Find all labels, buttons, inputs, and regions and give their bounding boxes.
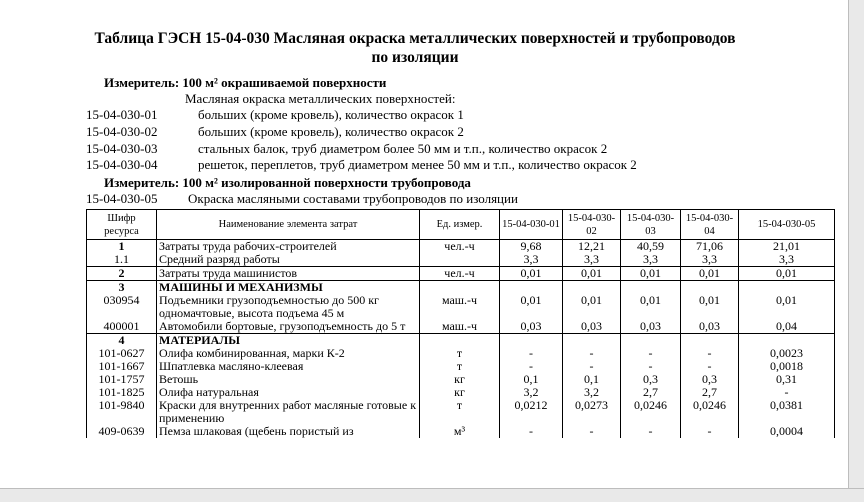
- cell-value: 0,01: [739, 267, 835, 281]
- cell-value: 0,0004: [739, 425, 835, 438]
- cell-unit: [420, 253, 500, 267]
- cell-value: 0,01: [681, 294, 739, 320]
- cell-name: МАШИНЫ И МЕХАНИЗМЫ: [157, 281, 420, 295]
- cell-value: 0,03: [621, 320, 681, 334]
- table-row: [87, 281, 835, 295]
- cell-unit: т: [420, 399, 500, 425]
- cell-value: 40,59: [621, 240, 681, 254]
- cell-code: 409-0639: [87, 425, 157, 438]
- cell-value: -: [621, 347, 681, 360]
- cell-unit: т: [420, 347, 500, 360]
- table-row: [87, 425, 835, 438]
- cell-code: 101-9840: [87, 399, 157, 425]
- cell-unit: чел.-ч: [420, 240, 500, 254]
- cell-value: 0,0246: [621, 399, 681, 425]
- cell-name: Краски для внутренних работ масляные готовые к применению: [157, 399, 420, 425]
- item-text: Окраска масляными составами трубопроводов по изоляции: [188, 191, 518, 206]
- cell-value: 3,2: [500, 386, 563, 399]
- cell-value: 3,3: [500, 253, 563, 267]
- cell-value: -: [681, 347, 739, 360]
- page-title: Таблица ГЭСН 15-04-030 Масляная окраска металлических поверхностей и трубопроводов по изоляции: [94, 30, 736, 66]
- cell-value: 3,3: [621, 253, 681, 267]
- cell-code: 400001: [87, 320, 157, 334]
- cell-value: 3,3: [739, 253, 835, 267]
- window-frame-bottom: [0, 488, 864, 502]
- cell-unit: [420, 334, 500, 348]
- cell-name: МАТЕРИАЛЫ: [157, 334, 420, 348]
- cell-value: [681, 334, 739, 348]
- cell-value: [739, 334, 835, 348]
- cell-code: 101-1757: [87, 373, 157, 386]
- measure-unit-1: Измеритель: 100 м² окрашиваемой поверхности: [104, 75, 387, 90]
- item-code: 15-04-030-04: [86, 157, 158, 172]
- header-col: 15-04-030-04: [681, 210, 739, 240]
- cell-name: Средний разряд работы: [157, 253, 420, 267]
- item-text: решеток, переплетов, труб диаметром менее 50 мм и т.п., количество окрасок 2: [198, 157, 637, 172]
- cell-value: [739, 281, 835, 295]
- table-header-row: [87, 210, 835, 240]
- cell-value: -: [563, 425, 621, 438]
- header-col: 15-04-030-02: [563, 210, 621, 240]
- cell-value: 2,7: [621, 386, 681, 399]
- cell-value: 0,31: [739, 373, 835, 386]
- cell-value: 0,01: [500, 267, 563, 281]
- measure-unit-2: Измеритель: 100 м² изолированной поверхности трубопровода: [104, 175, 471, 190]
- cell-value: [563, 334, 621, 348]
- cell-code: 101-1825: [87, 386, 157, 399]
- header-code: Шифр ресурса: [87, 210, 157, 240]
- cell-value: 0,0023: [739, 347, 835, 360]
- cell-name: Затраты труда машинистов: [157, 267, 420, 281]
- cell-value: -: [563, 347, 621, 360]
- cell-value: 0,3: [621, 373, 681, 386]
- header-col: 15-04-030-05: [739, 210, 835, 240]
- cell-value: 21,01: [739, 240, 835, 254]
- header-col: 15-04-030-01: [500, 210, 563, 240]
- cell-value: 0,01: [621, 267, 681, 281]
- window-frame-right: [848, 0, 864, 501]
- cell-value: 3,3: [563, 253, 621, 267]
- cell-value: -: [621, 360, 681, 373]
- cell-value: [621, 334, 681, 348]
- table-row: [87, 399, 835, 425]
- cell-value: 0,0273: [563, 399, 621, 425]
- cell-name: Ветошь: [157, 373, 420, 386]
- cell-name: Автомобили бортовые, грузоподъемность до 5 т: [157, 320, 420, 334]
- cell-value: 0,1: [500, 373, 563, 386]
- cell-code: 1: [87, 240, 157, 254]
- table-row: [87, 334, 835, 348]
- item-text: стальных балок, труб диаметром более 50 мм и т.п., количество окрасок 2: [198, 141, 608, 156]
- cell-value: 0,0381: [739, 399, 835, 425]
- cell-name: Затраты труда рабочих-строителей: [157, 240, 420, 254]
- cell-unit: [420, 281, 500, 295]
- item-code: 15-04-030-02: [86, 124, 158, 139]
- cell-value: 3,2: [563, 386, 621, 399]
- header-col: 15-04-030-03: [621, 210, 681, 240]
- cell-value: [500, 281, 563, 295]
- cell-value: 0,01: [621, 294, 681, 320]
- cell-value: -: [563, 360, 621, 373]
- cell-value: -: [681, 360, 739, 373]
- cell-value: 12,21: [563, 240, 621, 254]
- cell-code: 3: [87, 281, 157, 295]
- cell-value: -: [500, 347, 563, 360]
- cell-value: -: [621, 425, 681, 438]
- cell-value: 0,01: [563, 294, 621, 320]
- cell-name: Пемза шлаковая (щебень пористый из: [157, 425, 420, 438]
- item-code: 15-04-030-05: [86, 191, 158, 206]
- item-text: больших (кроме кровель), количество окрасок 1: [198, 107, 464, 122]
- cell-unit: кг: [420, 373, 500, 386]
- cell-value: 0,04: [739, 320, 835, 334]
- cell-value: [500, 334, 563, 348]
- table-row: [87, 320, 835, 334]
- cell-value: 0,01: [739, 294, 835, 320]
- cell-unit: т: [420, 360, 500, 373]
- table-row: [87, 240, 835, 254]
- cell-name: Шпатлевка масляно-клеевая: [157, 360, 420, 373]
- resource-table: [86, 209, 835, 438]
- cell-value: 0,0212: [500, 399, 563, 425]
- cell-value: 2,7: [681, 386, 739, 399]
- cell-code: 1.1: [87, 253, 157, 267]
- cell-value: 0,03: [500, 320, 563, 334]
- cell-value: 0,01: [500, 294, 563, 320]
- cell-name: Олифа комбинированная, марки К-2: [157, 347, 420, 360]
- item-code: 15-04-030-03: [86, 141, 158, 156]
- cell-unit: маш.-ч: [420, 320, 500, 334]
- cell-value: -: [500, 360, 563, 373]
- cell-value: -: [500, 425, 563, 438]
- cell-name: Подъемники грузоподъемностью до 500 кг одномачтовые, высота подъема 45 м: [157, 294, 420, 320]
- cell-unit: чел.-ч: [420, 267, 500, 281]
- cell-value: [621, 281, 681, 295]
- header-name: Наименование элемента затрат: [157, 210, 420, 240]
- cell-value: [563, 281, 621, 295]
- cell-code: 101-0627: [87, 347, 157, 360]
- cell-value: 0,1: [563, 373, 621, 386]
- cell-value: [681, 281, 739, 295]
- item-text: больших (кроме кровель), количество окрасок 2: [198, 124, 464, 139]
- cell-name: Олифа натуральная: [157, 386, 420, 399]
- table-row: [87, 253, 835, 267]
- item-code: 15-04-030-01: [86, 107, 158, 122]
- section-subtitle: Масляная окраска металлических поверхностей:: [185, 91, 456, 106]
- cell-code: 101-1667: [87, 360, 157, 373]
- cell-value: 0,0246: [681, 399, 739, 425]
- cell-value: 0,0018: [739, 360, 835, 373]
- cell-value: 0,01: [681, 267, 739, 281]
- cell-code: 030954: [87, 294, 157, 320]
- header-unit: Ед. измер.: [420, 210, 500, 240]
- cell-value: 0,01: [563, 267, 621, 281]
- cell-value: -: [739, 386, 835, 399]
- cell-code: 4: [87, 334, 157, 348]
- cell-value: 0,03: [681, 320, 739, 334]
- cell-value: 71,06: [681, 240, 739, 254]
- cell-code: 2: [87, 267, 157, 281]
- cell-value: -: [681, 425, 739, 438]
- cell-value: 0,03: [563, 320, 621, 334]
- cell-unit: маш.-ч: [420, 294, 500, 320]
- table-row: [87, 294, 835, 320]
- cell-unit: м³: [420, 425, 500, 438]
- table-row: [87, 267, 835, 281]
- cell-unit: кг: [420, 386, 500, 399]
- cell-value: 0,3: [681, 373, 739, 386]
- cell-value: 9,68: [500, 240, 563, 254]
- cell-value: 3,3: [681, 253, 739, 267]
